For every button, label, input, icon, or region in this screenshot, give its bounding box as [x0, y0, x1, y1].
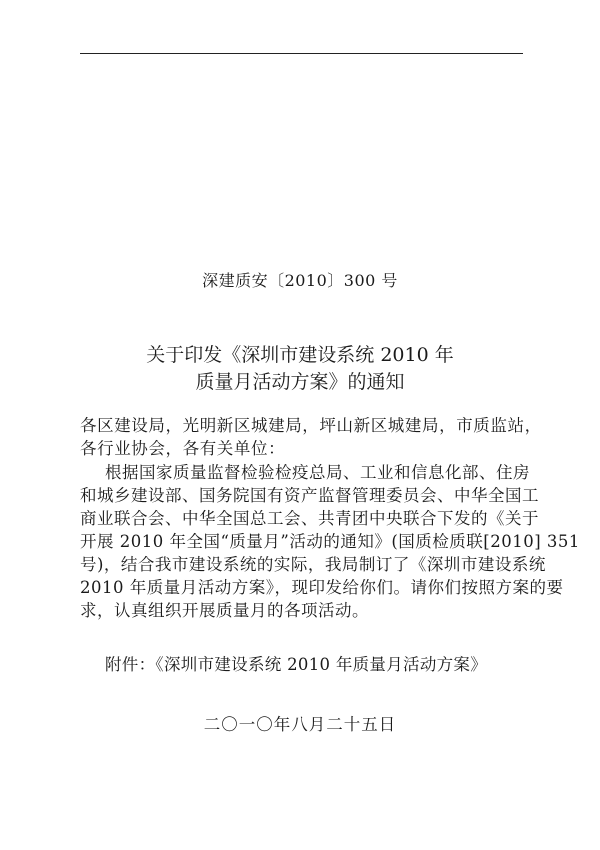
body-line-4: 开展 2010 年全国“质量月”活动的通知》(国质检质联[2010] 351: [80, 532, 580, 551]
addressee-line-1: 各区建设局，光明新区城建局，坪山新区城建局，市质监站，: [80, 416, 542, 435]
body-line-1: 根据国家质量监督检验检疫总局、工业和信息化部、住房: [105, 463, 530, 482]
attachment-note: 附件：《深圳市建设系统 2010 年质量月活动方案》: [105, 655, 488, 674]
addressee-line-2: 各行业协会，各有关单位：: [80, 439, 286, 458]
body-paragraph: [80, 461, 580, 622]
body-line-7: 求，认真组织开展质量月的各项活动。: [80, 601, 369, 620]
header-divider: [80, 53, 523, 54]
title-line-1: 关于印发《深圳市建设系统 2010 年: [146, 344, 454, 366]
body-line-6: 2010 年质量月活动方案》，现印发给你们。请你们按照方案的要: [80, 578, 564, 597]
title-line-2: 质量月活动方案》的通知: [195, 371, 405, 393]
addressee-block: [80, 414, 542, 460]
body-line-2: 和城乡建设部、国务院国有资产监督管理委员会、中华全国工: [80, 486, 539, 505]
document-title: [0, 342, 600, 396]
body-line-5: 号)，结合我市建设系统的实际，我局制订了《深圳市建设系统: [80, 555, 546, 574]
issue-date: 二〇一〇年八月二十五日: [203, 715, 397, 734]
body-line-3: 商业联合会、中华全国总工会、共青团中央联合下发的《关于: [80, 509, 539, 528]
document-number: 深建质安〔2010〕300 号: [202, 271, 398, 290]
